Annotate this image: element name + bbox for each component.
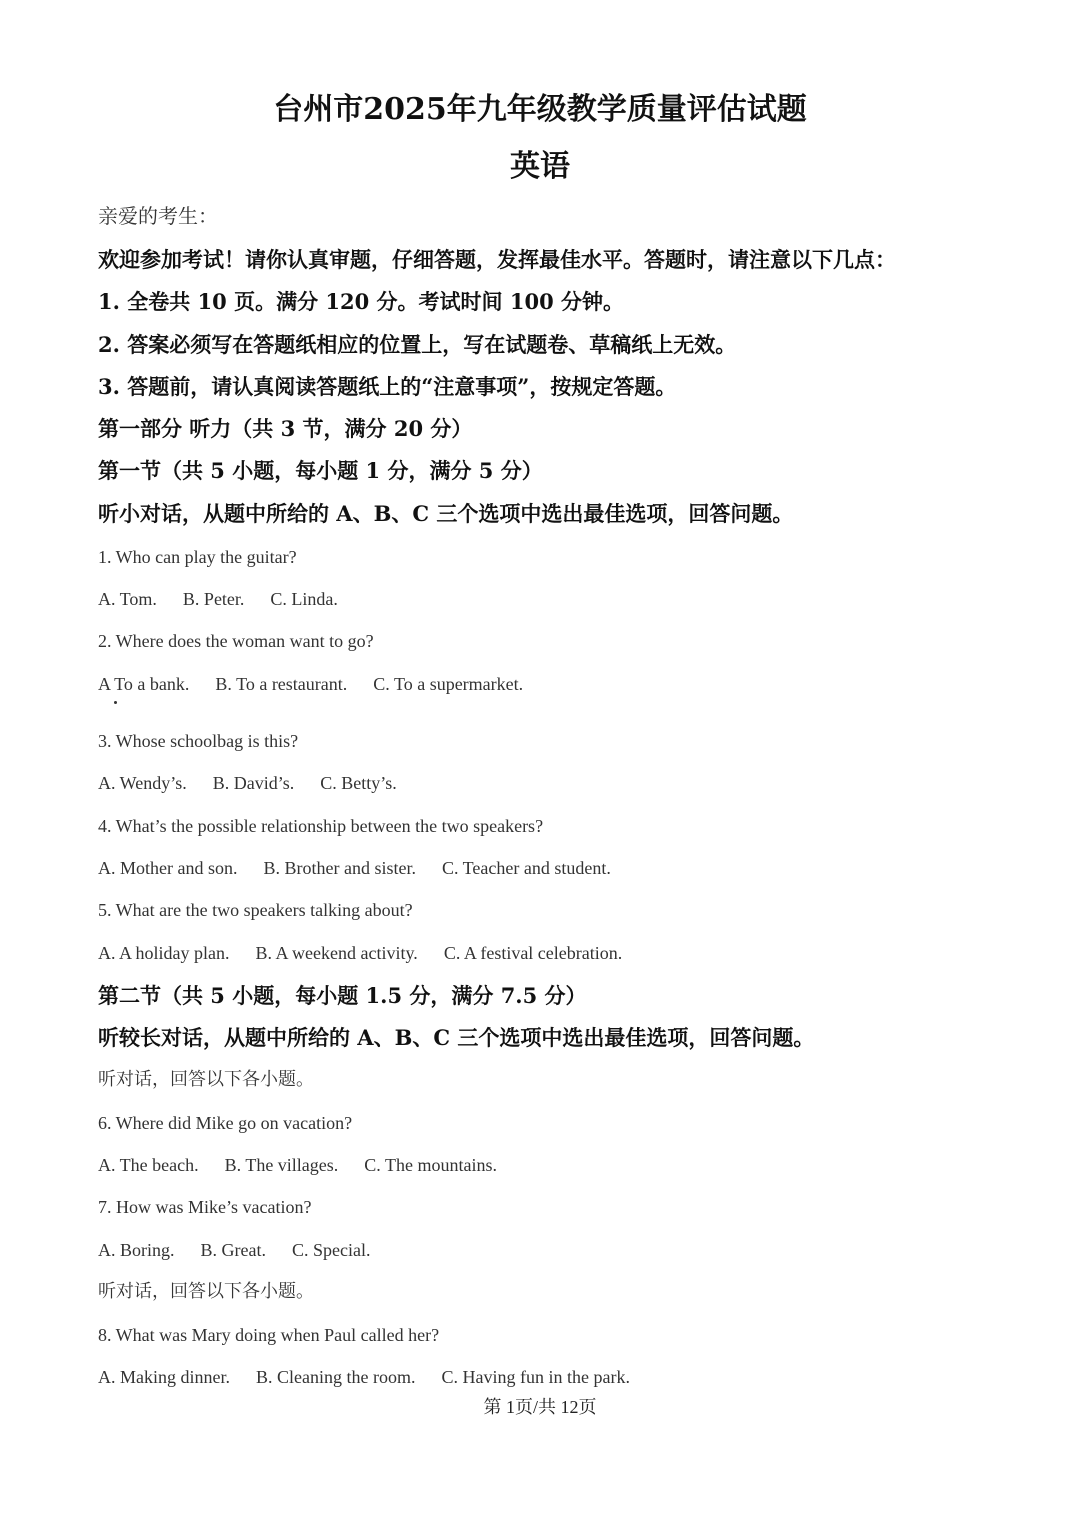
page-number: 第 1页/共 12页 xyxy=(483,1397,597,1417)
options-6 xyxy=(98,1156,523,1174)
option-c: C. To a supermarket. xyxy=(373,674,524,694)
option-c: C. Special. xyxy=(291,1240,371,1260)
exam-title: 台州市2025年九年级教学质量评估试题 xyxy=(273,92,807,127)
options-1 xyxy=(98,590,364,608)
stray-dot xyxy=(114,701,117,704)
question-7: 7. How was Mike’s vacation? xyxy=(98,1197,312,1217)
option-a: A. Wendy’s. xyxy=(98,773,187,793)
option-a: A. The beach. xyxy=(98,1155,199,1175)
option-c: C. The mountains. xyxy=(364,1155,497,1175)
options-4 xyxy=(98,859,637,877)
section2-heading: 第二节（共 5 小题，每小题 1.5 分，满分 7.5 分） xyxy=(98,983,587,1008)
option-a: A. Tom. xyxy=(98,589,157,609)
option-b: B. The villages. xyxy=(224,1155,339,1175)
greeting: 亲爱的考生： xyxy=(98,204,218,228)
option-a: A. Boring. xyxy=(98,1240,175,1260)
rule-1: 1. 全卷共 10 页。满分 120 分。考试时间 100 分钟。 xyxy=(98,289,624,314)
rule-3: 3. 答题前，请认真阅读答题纸上的“注意事项”，按规定答题。 xyxy=(98,374,677,399)
question-1: 1. Who can play the guitar? xyxy=(98,547,297,567)
options-5 xyxy=(98,944,648,962)
section1-heading: 第一节（共 5 小题，每小题 1 分，满分 5 分） xyxy=(98,458,543,483)
option-a: A. Making dinner. xyxy=(98,1367,230,1387)
option-a: A. A holiday plan. xyxy=(98,943,230,963)
option-b: B. Great. xyxy=(200,1240,266,1260)
subject-title: 英语 xyxy=(510,149,570,184)
question-4: 4. What’s the possible relationship between the two speakers? xyxy=(98,816,544,836)
welcome-text: 欢迎参加考试！请你认真审题，仔细答题，发挥最佳水平。答题时，请注意以下几点： xyxy=(98,247,896,272)
option-b: B. Peter. xyxy=(182,589,245,609)
option-b: B. To a restaurant. xyxy=(215,674,348,694)
option-b: B. A weekend activity. xyxy=(255,943,418,963)
options-2 xyxy=(98,675,549,693)
option-c: C. Betty’s. xyxy=(320,773,397,793)
question-2: 2. Where does the woman want to go? xyxy=(98,631,374,651)
options-3 xyxy=(98,774,423,792)
question-6: 6. Where did Mike go on vacation? xyxy=(98,1113,353,1133)
option-b: B. Brother and sister. xyxy=(263,858,416,878)
option-c: C. A festival celebration. xyxy=(443,943,623,963)
option-c: C. Teacher and student. xyxy=(441,858,611,878)
options-7 xyxy=(98,1241,396,1259)
option-c: C. Having fun in the park. xyxy=(441,1367,630,1387)
part1-heading: 第一部分 听力（共 3 节，满分 20 分） xyxy=(98,416,473,441)
option-c: C. Linda. xyxy=(270,589,338,609)
option-b: B. Cleaning the room. xyxy=(256,1367,416,1387)
question-3: 3. Whose schoolbag is this? xyxy=(98,731,299,751)
section2-note: 听对话，回答以下各小题。 xyxy=(98,1069,314,1090)
question-5: 5. What are the two speakers talking about? xyxy=(98,900,413,920)
section1-instruction: 听小对话，从题中所给的 A、B、C 三个选项中选出最佳选项，回答问题。 xyxy=(98,501,794,526)
rule-2: 2. 答案必须写在答题纸相应的位置上，写在试题卷、草稿纸上无效。 xyxy=(98,332,737,357)
option-b: B. David’s. xyxy=(212,773,295,793)
option-a: A To a bank. xyxy=(98,674,190,694)
section2-instruction: 听较长对话，从题中所给的 A、B、C 三个选项中选出最佳选项，回答问题。 xyxy=(98,1025,815,1050)
section2-note-2: 听对话，回答以下各小题。 xyxy=(98,1281,314,1302)
options-8 xyxy=(98,1368,656,1386)
question-8: 8. What was Mary doing when Paul called her? xyxy=(98,1325,440,1345)
option-a: A. Mother and son. xyxy=(98,858,238,878)
